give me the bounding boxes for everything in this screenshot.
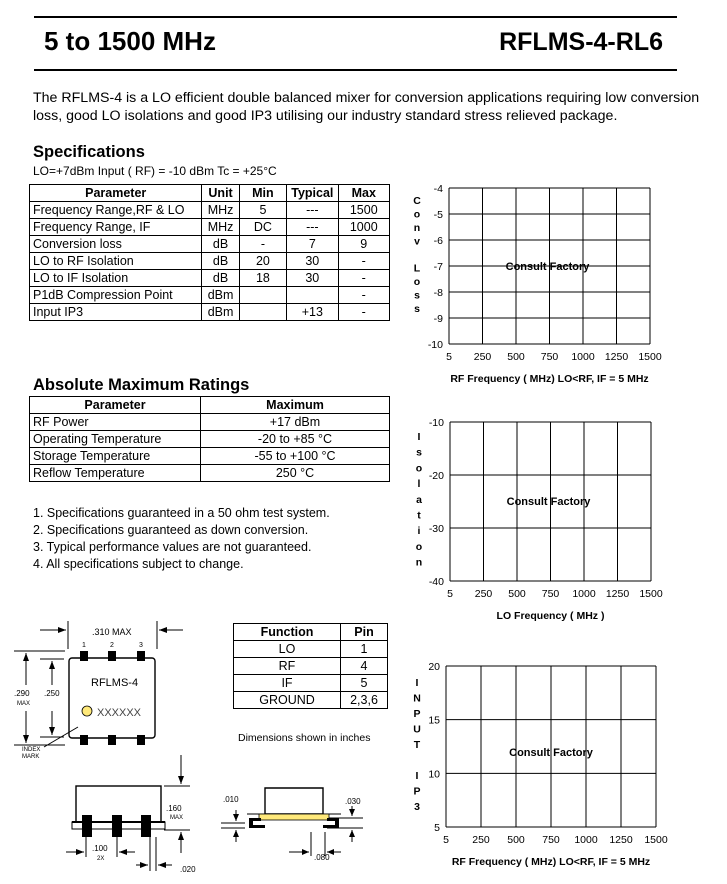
spec-row-cell-4: 1000	[338, 219, 389, 236]
chart-x-axis-label: RF Frequency ( MHz) LO<RF, IF = 5 MHz	[450, 373, 649, 385]
spec-row-cell-3: 30	[287, 270, 338, 287]
specifications-table-body	[30, 202, 390, 321]
chart-y-axis-letter: L	[413, 262, 421, 275]
pitch-arrowhead-left	[76, 849, 84, 855]
spec-row-cell-2	[239, 287, 286, 304]
body-arrowhead-bottom	[49, 727, 55, 735]
length-arrowhead-left	[302, 849, 309, 855]
gap-arrowhead-right	[158, 862, 166, 868]
chart-x-tick-label: 500	[507, 834, 525, 846]
package-drawing	[0, 615, 230, 884]
width-arrowhead-right	[159, 627, 167, 633]
chart-y-axis-letter: T	[413, 739, 421, 751]
chart-x-tick-label: 250	[474, 588, 493, 600]
pin-row-cell-0: IF	[234, 675, 341, 692]
spec-row-cell-2: 20	[239, 253, 286, 270]
spec-row	[30, 270, 390, 287]
spec-header-min: Min	[239, 185, 286, 202]
chart-x-tick-label: 500	[507, 351, 525, 363]
top-rule	[34, 16, 677, 18]
spec-row-cell-4: -	[338, 304, 389, 321]
spec-row-cell-1: MHz	[202, 202, 239, 219]
pin-row	[234, 641, 388, 658]
chart-x-tick-label: 1500	[638, 351, 662, 363]
side-height-label: .160	[166, 804, 182, 813]
chart-annotation: Consult Factory	[509, 747, 593, 759]
body-arrowhead-top	[49, 661, 55, 669]
chart-y-tick-label: 20	[428, 661, 440, 673]
spec-row-cell-0: Conversion loss	[30, 236, 202, 253]
chart-x-tick-label: 1000	[574, 834, 598, 846]
pin-label-4: 4	[139, 740, 143, 747]
side-arrowhead-bottom	[178, 832, 184, 840]
index-mark-label-1: INDEX	[22, 747, 41, 753]
pin-row	[234, 692, 388, 709]
chart-x-tick-label: 1000	[572, 588, 596, 600]
spec-row	[30, 304, 390, 321]
chart-y-axis-letter: P	[413, 785, 421, 798]
rise-arrowhead-top	[349, 809, 355, 816]
chart-y-axis-letter: i	[417, 525, 421, 538]
chart-y-tick-label: -40	[428, 576, 444, 588]
spec-row-cell-0: LO to RF Isolation	[30, 253, 202, 270]
spec-row-cell-2: -	[239, 236, 286, 253]
chart-y-axis-letter: 3	[414, 801, 420, 813]
absmax-row	[30, 448, 390, 465]
frequency-range-title: 5 to 1500 MHz	[44, 26, 216, 56]
chart-x-tick-label: 250	[472, 834, 490, 846]
pitch-label: .100	[92, 844, 108, 853]
chart-x-tick-label: 500	[508, 588, 526, 600]
chart-y-axis-letter: I	[417, 431, 421, 443]
spec-row-cell-2: 5	[239, 202, 286, 219]
pin-header-pin: Pin	[341, 624, 388, 641]
chart-y-axis-letter: a	[416, 493, 422, 506]
height-arrowhead-bottom	[23, 735, 29, 743]
absmax-header-parameter: Parameter	[30, 397, 201, 414]
chart-x-tick-label: 1250	[609, 834, 633, 846]
spec-header-typical: Typical	[287, 185, 338, 202]
lead-detail-body	[265, 788, 323, 814]
absmax-row-cell-1: 250 °C	[201, 465, 390, 482]
width-arrowhead-left	[58, 627, 66, 633]
abs-max-table-body	[30, 414, 390, 482]
specifications-table	[29, 184, 390, 321]
side-height-sublabel: MAX	[170, 815, 184, 821]
chart-y-tick-label: 10	[428, 768, 440, 781]
part-number-title: RFLMS-4-RL6	[499, 28, 663, 56]
lead-detail-drawing	[215, 780, 375, 870]
chart-annotation: Consult Factory	[506, 496, 591, 508]
spec-row	[30, 202, 390, 219]
spec-row-cell-4: 1500	[338, 202, 389, 219]
rise-arrowhead-bottom	[349, 830, 355, 837]
thickness-arrowhead-bottom	[233, 830, 239, 837]
index-mark-label-2: MARK	[22, 754, 40, 760]
pin-row-cell-0: LO	[234, 641, 341, 658]
height-arrowhead-top	[23, 653, 29, 661]
input-ip3-chart	[400, 658, 700, 880]
lead-length-label: .080	[314, 853, 330, 862]
spec-row-cell-2: DC	[239, 219, 286, 236]
chart-y-axis-letter: C	[413, 195, 421, 207]
absmax-row	[30, 465, 390, 482]
chart-x-tick-label: 750	[542, 834, 560, 846]
isolation-chart	[400, 414, 700, 634]
pin-row	[234, 658, 388, 675]
spec-row-cell-3	[287, 287, 338, 304]
chart-x-tick-label: 5	[447, 588, 453, 600]
spec-row-cell-2: 18	[239, 270, 286, 287]
lead-thickness-label: .010	[223, 795, 239, 804]
spec-row-cell-3: +13	[287, 304, 338, 321]
pitch-sublabel: 2X	[97, 856, 105, 862]
spec-row-cell-1: dB	[202, 236, 239, 253]
gap-arrowhead-left	[140, 862, 148, 868]
specifications-heading: Specifications	[33, 143, 145, 161]
spec-row	[30, 287, 390, 304]
chart-y-axis-letter: n	[415, 556, 423, 569]
chart-x-tick-label: 750	[540, 351, 559, 363]
absmax-row-cell-0: Operating Temperature	[30, 431, 201, 448]
chart-y-tick-label: -9	[433, 313, 443, 325]
pin-header-function: Function	[234, 624, 341, 641]
thickness-arrowhead-top	[233, 814, 239, 821]
spec-header-max: Max	[338, 185, 389, 202]
absmax-row-cell-0: Storage Temperature	[30, 448, 201, 465]
chart-y-axis-letter: v	[414, 235, 420, 248]
absmax-header-maximum: Maximum	[201, 397, 390, 414]
chart-y-axis-letter: U	[413, 723, 421, 736]
dimensions-note: Dimensions shown in inches	[238, 732, 371, 744]
pin-label-2: 2	[110, 642, 114, 649]
note-1: 1. Specifications guaranteed in a 50 ohm test system.	[33, 506, 330, 520]
header-rule	[34, 69, 677, 71]
absmax-row-cell-1: -55 to +100 °C	[201, 448, 390, 465]
absmax-row-cell-1: +17 dBm	[201, 414, 390, 431]
spec-row-cell-0: Input IP3	[30, 304, 202, 321]
side-arrowhead-top	[178, 776, 184, 784]
chart-y-tick-label: -10	[427, 339, 443, 351]
pin-function-table	[233, 623, 388, 709]
chart-y-tick-label: -10	[428, 417, 444, 429]
pin-row-cell-0: RF	[234, 658, 341, 675]
package-body-label: RFLMS-4	[91, 677, 139, 689]
absmax-row-cell-1: -20 to +85 °C	[201, 431, 390, 448]
spec-row-cell-0: LO to IF Isolation	[30, 270, 202, 287]
pitch-arrowhead-right	[119, 849, 127, 855]
chart-y-tick-label: 15	[428, 714, 440, 727]
chart-y-axis-letter: l	[417, 478, 421, 491]
spec-row-cell-3: 30	[287, 253, 338, 270]
pin-label-3: 3	[139, 642, 143, 649]
chart-y-axis-letter: I	[415, 770, 419, 782]
package-body	[69, 658, 155, 738]
index-mark-dot	[82, 706, 92, 716]
absmax-row-cell-0: RF Power	[30, 414, 201, 431]
chart-x-tick-label: 5	[443, 834, 449, 846]
chart-y-axis-letter: t	[417, 509, 421, 522]
chart-x-tick-label: 5	[446, 351, 452, 363]
chart-y-axis-letter: o	[413, 208, 421, 221]
chart-y-axis-letter: n	[413, 222, 421, 234]
pin-row-cell-0: GROUND	[234, 692, 341, 709]
chart-y-axis-letter: o	[415, 462, 423, 475]
pin-table-body	[234, 641, 388, 709]
spec-row-cell-3: ---	[287, 219, 338, 236]
chart-x-axis-label: LO Frequency ( MHz )	[496, 610, 605, 622]
chart-y-axis-letter: o	[413, 276, 421, 288]
chart-x-tick-label: 1250	[605, 588, 630, 600]
chart-x-tick-label: 1250	[604, 351, 629, 363]
spec-row-cell-4: -	[338, 270, 389, 287]
spec-row-cell-0: Frequency Range,RF & LO	[30, 202, 202, 219]
height-max-label: .290	[14, 689, 30, 698]
chart-annotation: Consult Factory	[505, 261, 590, 273]
pin-row-cell-1: 4	[341, 658, 388, 675]
package-marking: XXXXXX	[97, 707, 142, 719]
lead-detail-solder	[259, 814, 329, 820]
pin-1-pad	[80, 651, 88, 661]
pin-row	[234, 675, 388, 692]
spec-row-cell-0: Frequency Range, IF	[30, 219, 202, 236]
spec-row	[30, 253, 390, 270]
note-2: 2. Specifications guaranteed as down conversion.	[33, 523, 309, 537]
pin-row-cell-1: 1	[341, 641, 388, 658]
chart-y-tick-label: -5	[433, 209, 443, 221]
pin-label-5: 5	[110, 740, 114, 747]
spec-row-cell-1: dBm	[202, 304, 239, 321]
spec-header-parameter: Parameter	[30, 185, 202, 202]
spec-row-cell-1: dB	[202, 270, 239, 287]
chart-y-axis-letter: N	[413, 692, 421, 705]
abs-max-table	[29, 396, 390, 482]
pin-3-pad	[137, 651, 145, 661]
spec-row-cell-3: ---	[287, 202, 338, 219]
product-description: The RFLMS-4 is a LO efficient double balanced mixer for conversion applications requiring low conversion loss, good LO isolations and good IP3 utilising our industry standard stress relieved package.	[33, 90, 700, 124]
chart-y-axis-letter: o	[415, 540, 423, 553]
absmax-row	[30, 431, 390, 448]
chart-y-tick-label: -4	[433, 183, 443, 195]
chart-y-tick-label: -20	[428, 470, 444, 482]
spec-row-cell-1: dBm	[202, 287, 239, 304]
chart-y-axis-letter: s	[416, 446, 422, 459]
spec-row-cell-4: -	[338, 253, 389, 270]
conversion-loss-chart	[400, 180, 700, 390]
spec-row-cell-3: 7	[287, 236, 338, 253]
side-lead-3	[141, 815, 151, 837]
pin-row-cell-1: 5	[341, 675, 388, 692]
test-conditions: LO=+7dBm Input ( RF) = -10 dBm Tc = +25°C	[33, 164, 277, 178]
chart-y-axis-letter: I	[415, 677, 419, 689]
pin-row-cell-1: 2,3,6	[341, 692, 388, 709]
body-height-label: .250	[44, 689, 60, 698]
spec-row-cell-0: P1dB Compression Point	[30, 287, 202, 304]
chart-y-tick-label: -7	[433, 261, 443, 273]
chart-y-tick-label: -6	[433, 235, 443, 247]
chart-y-tick-label: -30	[428, 523, 444, 535]
chart-x-tick-label: 250	[473, 351, 492, 363]
chart-y-axis-letter: s	[414, 289, 420, 302]
abs-max-heading: Absolute Maximum Ratings	[33, 376, 250, 394]
chart-x-axis-label: RF Frequency ( MHz) LO<RF, IF = 5 MHz	[451, 856, 651, 868]
side-lead-1	[82, 815, 92, 837]
height-max-sublabel: MAX	[17, 701, 31, 707]
chart-x-tick-label: 1000	[571, 351, 595, 363]
spec-row-cell-1: MHz	[202, 219, 239, 236]
chart-y-axis-letter: P	[413, 708, 421, 720]
spec-row-cell-2	[239, 304, 286, 321]
chart-x-tick-label: 1500	[639, 588, 663, 600]
notes	[33, 505, 330, 573]
chart-x-tick-label: 1500	[644, 834, 668, 846]
spec-row-cell-4: -	[338, 287, 389, 304]
side-lead-2	[112, 815, 122, 837]
spec-row-cell-1: dB	[202, 253, 239, 270]
pin-label-1: 1	[82, 642, 86, 649]
lead-gap-label: .020	[180, 865, 196, 874]
spec-header-unit: Unit	[202, 185, 239, 202]
absmax-row-cell-0: Reflow Temperature	[30, 465, 201, 482]
chart-y-tick-label: -8	[433, 287, 443, 299]
pin-label-6: 6	[82, 740, 86, 747]
chart-x-tick-label: 750	[541, 588, 560, 600]
spec-row	[30, 236, 390, 253]
note-4: 4. All specifications subject to change.	[33, 557, 244, 571]
spec-row	[30, 219, 390, 236]
package-width-label: .310 MAX	[92, 627, 132, 637]
absmax-row	[30, 414, 390, 431]
spec-row-cell-4: 9	[338, 236, 389, 253]
lead-rise-label: .030	[345, 797, 361, 806]
chart-y-tick-label: 5	[434, 822, 440, 834]
chart-y-axis-letter: s	[414, 303, 420, 315]
note-3: 3. Typical performance values are not guaranteed.	[33, 540, 312, 554]
pin-2-pad	[108, 651, 116, 661]
